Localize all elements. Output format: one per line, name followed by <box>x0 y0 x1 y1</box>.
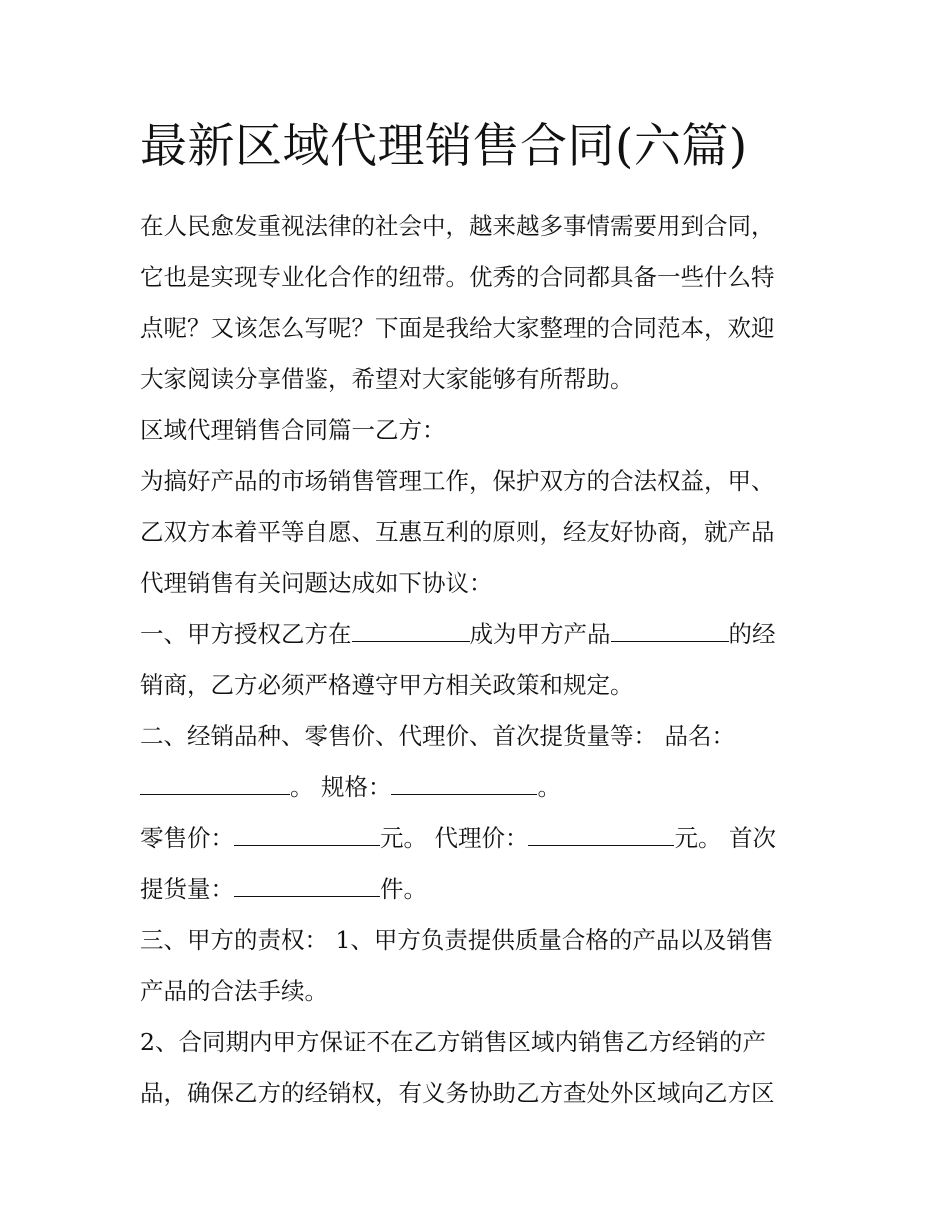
clause-2-line <box>140 813 820 864</box>
clause-1-line: 销商，乙方必须严格遵守甲方相关政策和规定。 <box>140 671 634 699</box>
clause-1-text: 一、甲方授权乙方在 <box>140 620 352 648</box>
purpose-line: 代理销售有关问题达成如下协议： <box>140 569 493 597</box>
purpose-line: 为搞好产品的市场销售管理工作，保护双方的合法权益，甲、 <box>140 467 775 495</box>
clause-2-line: 二、经销品种、零售价、代理价、首次提货量等： 品名： <box>140 722 735 750</box>
region-blank <box>352 619 470 642</box>
intro-line: 在人民愈发重视法律的社会中，越来越多事情需要用到合同， <box>140 212 775 240</box>
intro-line: 它也是实现专业化合作的纽带。优秀的合同都具备一些什么特 <box>140 263 775 291</box>
clause-3-line: 品，确保乙方的经销权，有义务协助乙方查处外区域向乙方区 <box>140 1079 775 1107</box>
document-title: 最新区域代理销售合同(六篇) <box>140 119 748 174</box>
clause-3-line: 三、甲方的责权： 1、甲方负责提供质量合格的产品以及销售 <box>140 926 774 954</box>
clause-2-text: 零售价： <box>140 824 234 852</box>
intro-line: 点呢？又该怎么写呢？下面是我给大家整理的合同范本，欢迎 <box>140 314 775 342</box>
clause-1-text: 成为甲方产品 <box>469 620 611 648</box>
section-heading: 区域代理销售合同篇一乙方： <box>140 416 446 444</box>
product-name-blank <box>140 772 290 795</box>
quantity-blank <box>234 874 380 897</box>
spec-blank <box>391 772 537 795</box>
intro-line: 大家阅读分享借鉴，希望对大家能够有所帮助。 <box>140 365 634 393</box>
agent-price-blank <box>528 823 674 846</box>
clause-2-text: 元。 代理价： <box>380 824 529 852</box>
retail-price-blank <box>234 823 380 846</box>
clause-3-line: 产品的合法手续。 <box>140 977 328 1005</box>
clause-2-text: 提货量： <box>140 875 234 903</box>
clause-2-text: 件。 <box>380 875 427 903</box>
clause-1-text: 的经 <box>728 620 776 648</box>
clause-2-line <box>140 762 820 813</box>
clause-2-text: 。 <box>537 773 561 801</box>
clause-2-line <box>140 864 820 915</box>
product-blank <box>611 619 729 642</box>
purpose-line: 乙双方本着平等自愿、互惠互利的原则，经友好协商，就产品 <box>140 518 775 546</box>
clause-3-line: 2、合同期内甲方保证不在乙方销售区域内销售乙方经销的产 <box>140 1028 766 1056</box>
document-body <box>140 201 820 1119</box>
clause-1-line <box>140 609 820 660</box>
clause-2-text: 。 规格： <box>290 773 392 801</box>
clause-2-text: 元。 首次 <box>674 824 776 852</box>
